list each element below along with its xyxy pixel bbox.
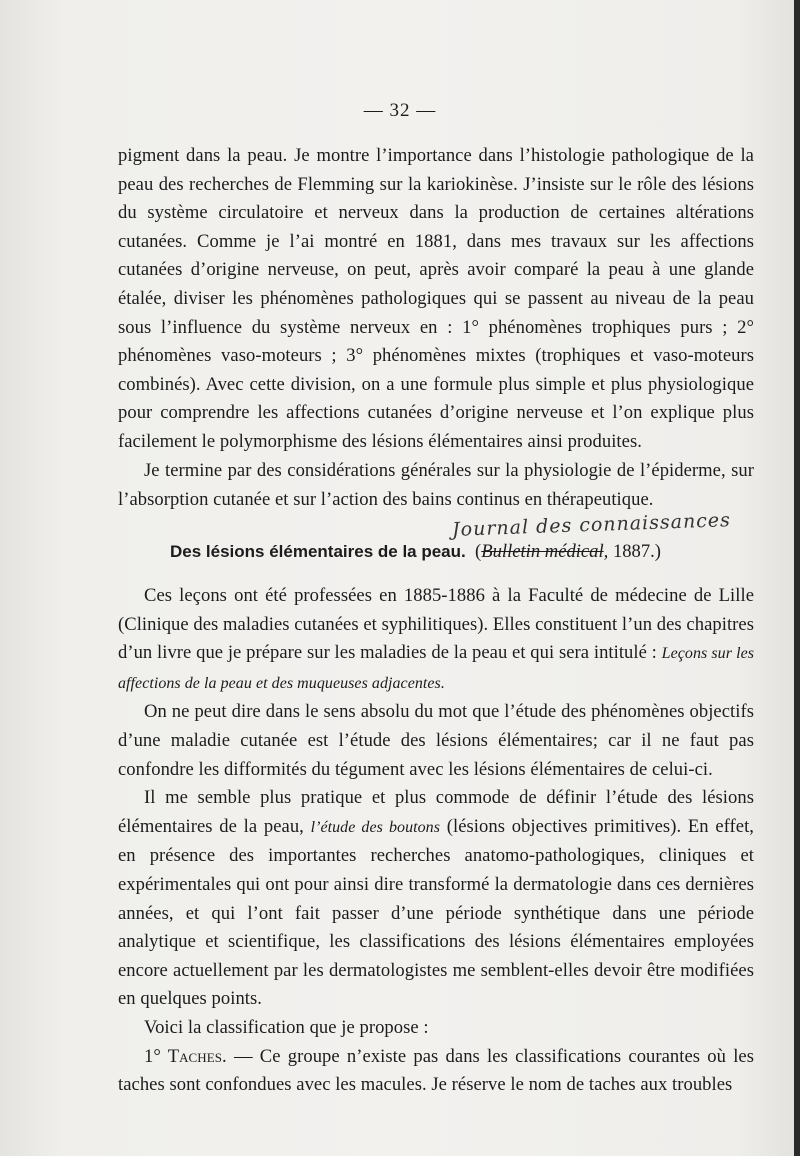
handwritten-annotation: Journal des connaissances	[451, 509, 732, 541]
paragraph-1: pigment dans la peau. Je montre l’importance dans l’histologie pathologique de la peau des recherches de Flemming sur la kariokinèse. J’insiste sur le rôle des lésions du système circulatoire et nerveux dans la production de certaines altérations cutanées. Comme je l’ai montré en 1881, dans mes travaux sur les affections cutanées d’origine nerveuse, on peut, après avoir comparé la peau à une glande étalée, diviser les phénomènes pathologiques qui se passent au niveau de la peau sous l’influence du système nerveux en : 1° phénomènes trophiques purs ; 2° phénomènes vaso-moteurs ; 3° phénomènes mixtes (trophiques et vaso-moteurs combinés). Avec cette division, on a une formule plus simple et plus physiologique pour comprendre les affections cutanées d’origine nerveuse et l’on explique plus facilement le polymorphisme des lésions élémentaires ainsi produites.	[118, 145, 754, 452]
section-paragraph-4: Voici la classification que je propose :	[144, 1016, 429, 1038]
section-heading: Des lésions élémentaires de la peau. (Bulletin médical, 1887.)	[170, 541, 661, 562]
section-paragraph-2: On ne peut dire dans le sens absolu du mot que l’étude des phénomènes objectifs d’une maladie cutanée est l’étude des lésions élémentaires; car il ne faut pas confondre les difformités du tégument avec les lésions élémentaires de celui-ci.	[118, 701, 754, 780]
heading-open-paren: (	[475, 541, 482, 562]
section-body	[118, 582, 754, 1100]
taches-label: 1° Taches.	[144, 1045, 227, 1067]
section-paragraph-3b: (lésions objectives primitives). En effet, en présence des importantes recherches anatomo-pathologiques, cliniques et expérimentales qui ont pour ainsi dire transformé la dermatologie dans ces dernières années, et qui l’ont fait passer d’une période synthétique dans une période analytique et scientifique, les classifications des lésions élémentaires employées encore actuellement par les dermatologistes me semblent-elles devoir être modifiées en quelques points.	[118, 815, 754, 1010]
page-number: — 32 —	[363, 100, 437, 121]
citation-year: 1887.)	[612, 541, 661, 562]
struck-citation: Bulletin médical	[481, 541, 604, 562]
section-title: Des lésions élémentaires de la peau.	[170, 542, 466, 561]
section-paragraph-1-text: Ces leçons ont été professées en 1885-1886 à la Faculté de médecine de Lille (Clinique des maladies cutanées et syphilitiques). Elles constituent l’un des chapitres d’un livre que je prépare sur les maladies de la peau et qui sera intitulé :	[118, 585, 754, 664]
section-paragraph-3a: Il me semble plus pratique et plus commode de définir l’étude des lésions élémentaires de la peau,	[118, 787, 754, 837]
section-paragraph-5	[118, 1043, 754, 1100]
section-paragraph-3	[118, 784, 754, 1014]
paragraph-2: Je termine par des considérations générales sur la physiologie de l’épiderme, sur l’absorption cutanée et sur l’action des bains continus en thérapeutique.	[118, 460, 754, 510]
book-title: Leçons sur les affections de la peau et des muqueuses adjacentes.	[118, 645, 754, 692]
section-paragraph-1	[118, 582, 754, 698]
section-paragraph-5-text: — Ce groupe n’existe pas dans les classifications courantes où les taches sont confondues avec les macules. Je réserve le nom de taches aux troubles	[118, 1045, 755, 1096]
italic-phrase: l’étude des boutons	[310, 818, 441, 836]
scan-edge	[794, 0, 800, 1156]
